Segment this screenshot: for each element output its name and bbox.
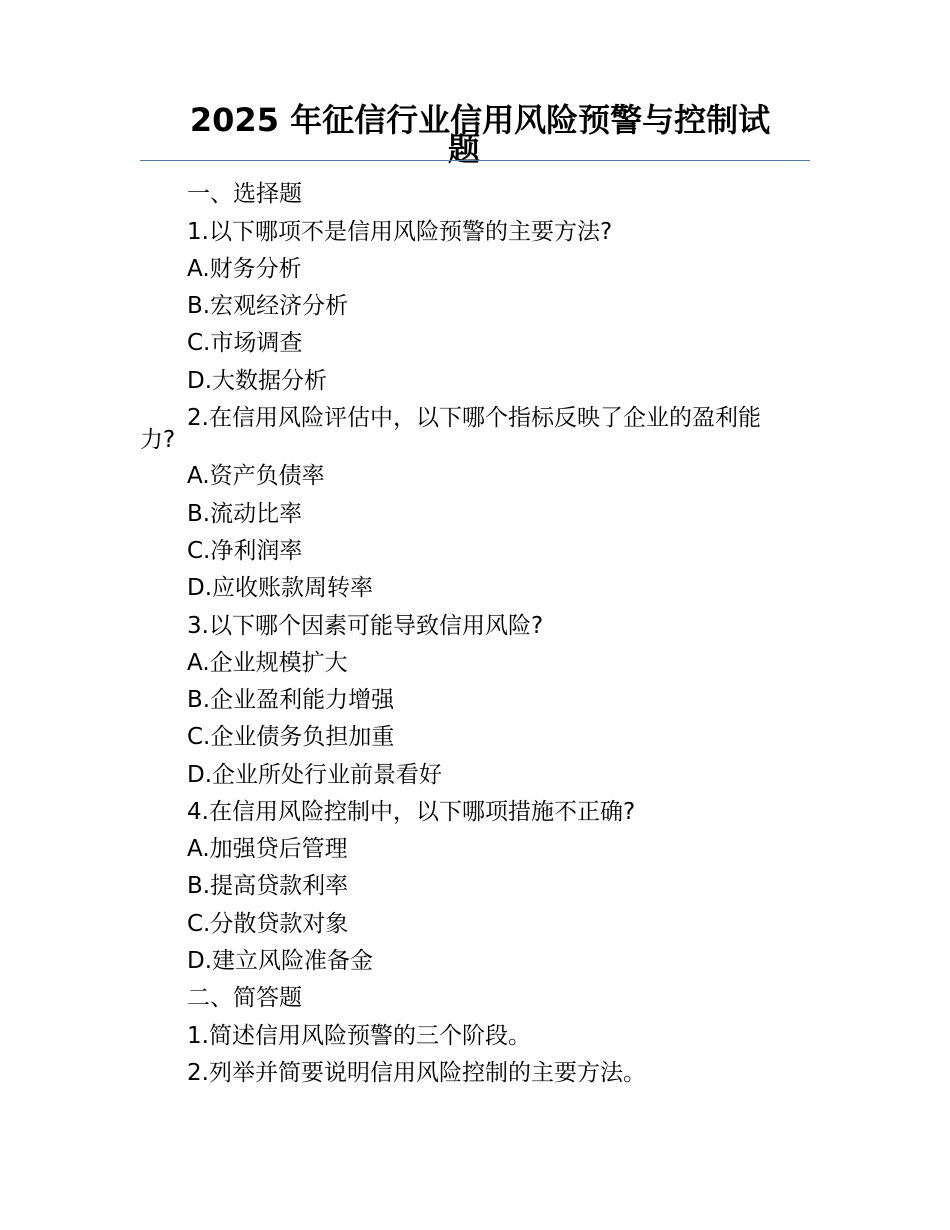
option-item: C.企业债务负担加重 — [187, 724, 395, 750]
option-item: A.加强贷后管理 — [187, 836, 348, 862]
option-item: D.应收账款周转率 — [187, 575, 374, 601]
option-item: A.企业规模扩大 — [187, 650, 348, 676]
question-stem: 3.以下哪个因素可能导致信用风险? — [187, 613, 544, 639]
option-item: A.财务分析 — [187, 256, 302, 282]
short-answer-question: 2.列举并简要说明信用风险控制的主要方法。 — [187, 1060, 646, 1086]
option-item: D.企业所处行业前景看好 — [187, 762, 443, 788]
section-heading-choice: 一、选择题 — [187, 181, 302, 207]
option-item: C.市场调查 — [187, 330, 303, 356]
document-title: 2025 年征信行业信用风险预警与控制试 — [189, 101, 771, 139]
option-item: D.大数据分析 — [187, 368, 328, 394]
option-item: B.企业盈利能力增强 — [187, 687, 395, 713]
question-stem: 1.以下哪项不是信用风险预警的主要方法? — [187, 219, 613, 245]
option-item: B.流动比率 — [187, 501, 303, 527]
document-title-continuation: 题 — [448, 130, 481, 168]
option-item: C.净利润率 — [187, 538, 303, 564]
title-divider — [140, 160, 810, 161]
option-item: D.建立风险准备金 — [187, 948, 374, 974]
question-stem: 4.在信用风险控制中，以下哪项措施不正确? — [187, 799, 636, 825]
option-item: B.宏观经济分析 — [187, 293, 349, 319]
short-answer-question: 1.简述信用风险预警的三个阶段。 — [187, 1023, 531, 1049]
question-stem-continuation: 力? — [140, 427, 176, 453]
section-heading-short-answer: 二、简答题 — [187, 985, 302, 1011]
question-stem: 2.在信用风险评估中，以下哪个指标反映了企业的盈利能 — [187, 405, 761, 431]
option-item: A.资产负债率 — [187, 463, 325, 489]
option-item: B.提高贷款利率 — [187, 873, 349, 899]
option-item: C.分散贷款对象 — [187, 911, 349, 937]
